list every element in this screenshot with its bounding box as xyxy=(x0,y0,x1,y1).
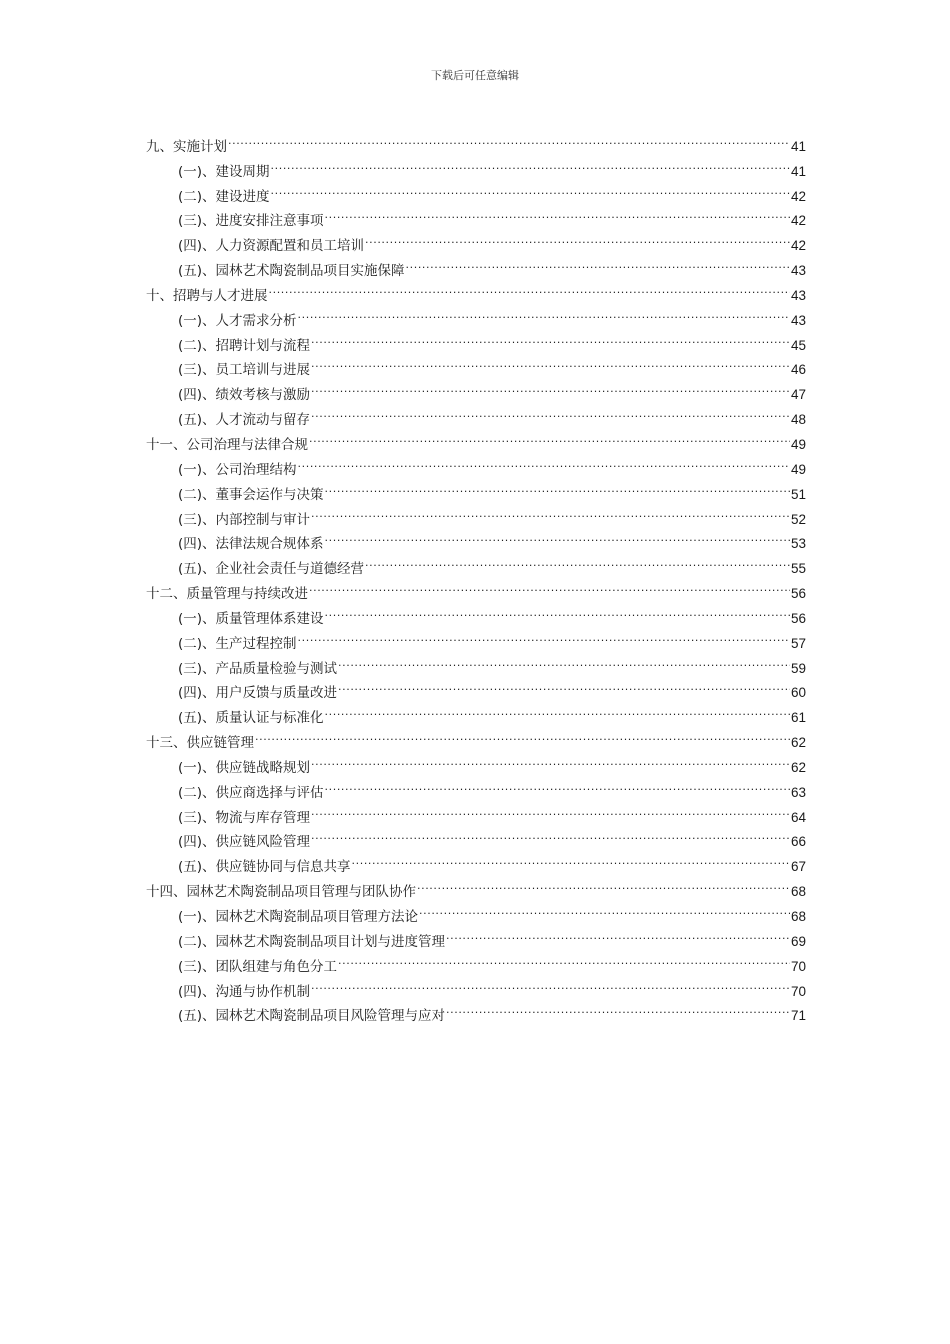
toc-entry-page-number: 71 xyxy=(790,1008,806,1024)
toc-dot-leader xyxy=(311,399,790,424)
toc-dot-leader xyxy=(311,797,790,822)
toc-entry-title: (二)、供应商选择与评估 xyxy=(178,784,324,801)
toc-entry-page-number: 41 xyxy=(790,138,806,154)
toc-entry-title: (三)、内部控制与审计 xyxy=(178,511,311,528)
toc-entry-page-number: 57 xyxy=(790,635,806,651)
toc-entry-title: 十、招聘与人才进展 xyxy=(146,287,268,304)
toc-dot-leader xyxy=(365,548,790,573)
toc-dot-leader xyxy=(311,374,790,399)
toc-dot-leader xyxy=(417,871,790,896)
toc-entry-page-number: 52 xyxy=(790,511,806,527)
toc-dot-leader xyxy=(271,151,790,176)
toc-entry-title: 十二、质量管理与持续改进 xyxy=(146,586,308,603)
toc-entry-title: (四)、沟通与协作机制 xyxy=(178,983,311,1000)
toc-entry-title: 九、实施计划 xyxy=(146,138,227,155)
toc-dot-leader xyxy=(352,846,790,871)
toc-chapter-entry[interactable] xyxy=(146,126,806,155)
toc-entry-title: (四)、绩效考核与激励 xyxy=(178,387,311,404)
toc-entry-title: (四)、法律法规合规体系 xyxy=(178,536,324,553)
toc-entry-page-number: 41 xyxy=(790,163,806,179)
toc-entry-title: 十四、园林艺术陶瓷制品项目管理与团队协作 xyxy=(146,884,416,901)
toc-entry-title: (三)、物流与库存管理 xyxy=(178,809,311,826)
toc-entry-page-number: 60 xyxy=(790,685,806,701)
toc-entry-page-number: 49 xyxy=(790,461,806,477)
toc-dot-leader xyxy=(311,325,790,350)
toc-entry-page-number: 43 xyxy=(790,287,806,303)
toc-entry-title: 十一、公司治理与法律合规 xyxy=(146,436,308,453)
toc-entry-page-number: 56 xyxy=(790,610,806,626)
toc-entry-title: (五)、企业社会责任与道德经营 xyxy=(178,561,365,578)
toc-entry-title: (二)、招聘计划与流程 xyxy=(178,337,311,354)
toc-entry-title: (四)、供应链风险管理 xyxy=(178,834,311,851)
toc-dot-leader xyxy=(419,896,790,921)
toc-dot-leader xyxy=(311,350,790,375)
toc-entry-page-number: 42 xyxy=(790,238,806,254)
toc-entry-page-number: 63 xyxy=(790,784,806,800)
toc-entry-page-number: 59 xyxy=(790,660,806,676)
toc-entry-title: (五)、人才流动与留存 xyxy=(178,412,311,429)
toc-entry-page-number: 49 xyxy=(790,436,806,452)
toc-entry-title: (一)、质量管理体系建设 xyxy=(178,610,324,627)
toc-dot-leader xyxy=(228,126,790,151)
toc-dot-leader xyxy=(298,300,790,325)
toc-entry-title: (三)、进度安排注意事项 xyxy=(178,213,324,230)
toc-entry-title: (二)、董事会运作与决策 xyxy=(178,486,324,503)
toc-entry-title: (五)、园林艺术陶瓷制品项目风险管理与应对 xyxy=(178,1008,446,1025)
toc-dot-leader xyxy=(338,648,790,673)
toc-entry-title: (二)、生产过程控制 xyxy=(178,635,297,652)
toc-dot-leader xyxy=(338,673,790,698)
toc-entry-page-number: 70 xyxy=(790,983,806,999)
toc-entry-page-number: 56 xyxy=(790,586,806,602)
toc-dot-leader xyxy=(311,971,790,996)
toc-dot-leader xyxy=(271,176,790,201)
toc-entry-title: (四)、用户反馈与质量改进 xyxy=(178,685,338,702)
toc-entry-title: (二)、建设进度 xyxy=(178,188,270,205)
toc-entry-title: (五)、供应链协同与信息共享 xyxy=(178,859,351,876)
toc-dot-leader xyxy=(309,424,790,449)
toc-entry-page-number: 68 xyxy=(790,909,806,924)
toc-entry-title: (一)、人才需求分析 xyxy=(178,312,297,329)
toc-entry-title: (五)、园林艺术陶瓷制品项目实施保障 xyxy=(178,263,405,280)
toc-entry-title: (一)、园林艺术陶瓷制品项目管理方法论 xyxy=(178,909,419,925)
toc-entry-page-number: 43 xyxy=(790,312,806,328)
toc-entry-page-number: 62 xyxy=(790,735,806,751)
toc-dot-leader xyxy=(325,772,790,797)
toc-dot-leader xyxy=(446,996,790,1021)
toc-dot-leader xyxy=(365,225,790,250)
toc-entry-title: (五)、质量认证与标准化 xyxy=(178,710,324,727)
toc-entry-title: (一)、供应链战略规划 xyxy=(178,759,311,776)
toc-entry-title: (一)、公司治理结构 xyxy=(178,461,297,478)
toc-entry-page-number: 42 xyxy=(790,188,806,204)
toc-entry-title: (三)、团队组建与角色分工 xyxy=(178,958,338,975)
toc-dot-leader xyxy=(311,822,790,847)
toc-dot-leader xyxy=(255,722,790,747)
toc-section-entry[interactable] xyxy=(146,151,806,180)
toc-dot-leader xyxy=(325,201,790,226)
toc-dot-leader xyxy=(338,946,790,971)
toc-entry-page-number: 46 xyxy=(790,362,806,378)
header-note: 下载后可任意编辑 xyxy=(431,69,519,82)
toc-dot-leader xyxy=(269,275,790,300)
table-of-contents xyxy=(146,126,806,1025)
toc-entry-title: (三)、产品质量检验与测试 xyxy=(178,660,338,677)
toc-entry-page-number: 47 xyxy=(790,387,806,403)
toc-entry-page-number: 70 xyxy=(790,958,806,974)
toc-entry-page-number: 68 xyxy=(790,884,806,900)
toc-dot-leader xyxy=(325,524,790,549)
toc-entry-title: (三)、员工培训与进展 xyxy=(178,362,311,379)
toc-dot-leader xyxy=(325,697,790,722)
toc-entry-title: (四)、人力资源配置和员工培训 xyxy=(178,238,365,255)
toc-entry-page-number: 69 xyxy=(790,933,806,949)
toc-dot-leader xyxy=(325,598,790,623)
toc-dot-leader xyxy=(406,250,790,275)
toc-entry-page-number: 48 xyxy=(790,412,806,428)
toc-entry-page-number: 62 xyxy=(790,759,806,775)
toc-dot-leader xyxy=(311,747,790,772)
toc-dot-leader xyxy=(446,921,790,946)
toc-dot-leader xyxy=(311,499,790,524)
toc-entry-page-number: 55 xyxy=(790,561,806,577)
toc-entry-page-number: 61 xyxy=(790,710,806,726)
toc-entry-page-number: 53 xyxy=(790,536,806,552)
toc-entry-page-number: 43 xyxy=(790,263,806,279)
toc-dot-leader xyxy=(298,449,790,474)
toc-entry-page-number: 67 xyxy=(790,859,806,875)
toc-entry-page-number: 66 xyxy=(790,834,806,850)
toc-entry-page-number: 64 xyxy=(790,809,806,825)
toc-entry-page-number: 45 xyxy=(790,337,806,353)
toc-entry-page-number: 51 xyxy=(790,486,806,502)
toc-entry-page-number: 42 xyxy=(790,213,806,229)
toc-dot-leader xyxy=(325,474,790,499)
toc-dot-leader xyxy=(298,623,790,648)
toc-entry-title: (二)、园林艺术陶瓷制品项目计划与进度管理 xyxy=(178,933,446,950)
toc-dot-leader xyxy=(309,573,790,598)
toc-entry-title: (一)、建设周期 xyxy=(178,163,270,180)
toc-entry-title: 十三、供应链管理 xyxy=(146,735,254,752)
